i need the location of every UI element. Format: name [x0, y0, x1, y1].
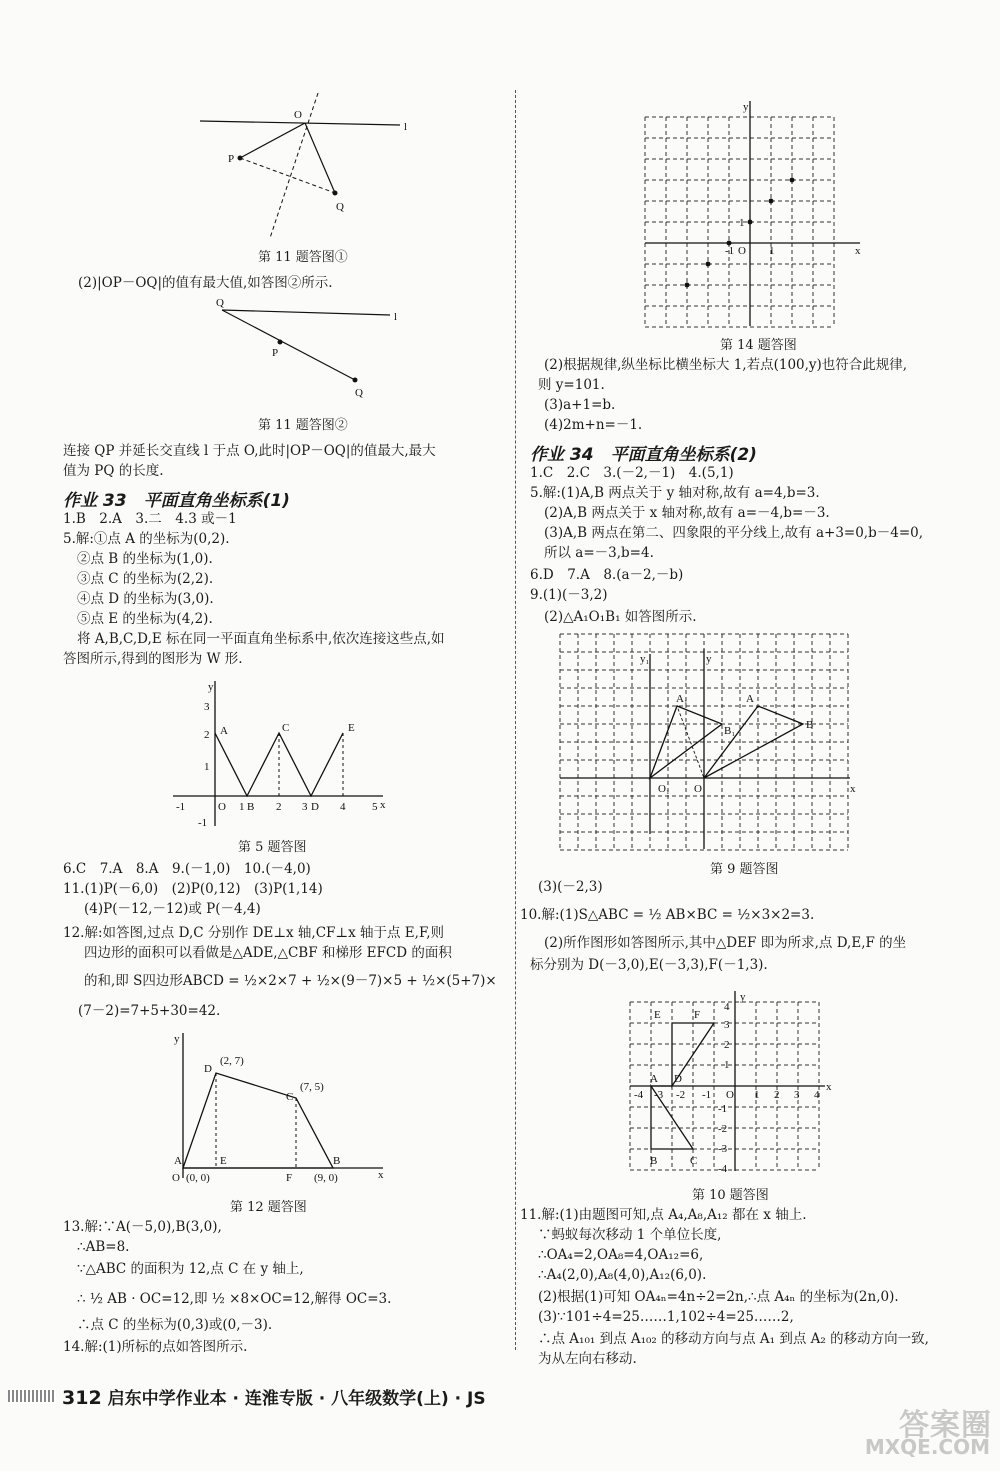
page-number: 312: [62, 1387, 102, 1409]
fig12-coord-B: (9, 0): [314, 1172, 338, 1184]
fig10-tick-y3: 3: [724, 1019, 730, 1031]
fig12-xlabel: x: [378, 1169, 384, 1181]
ans-33-14: 14.解:(1)所标的点如答图所示.: [63, 1339, 248, 1355]
p11-3b: 值为 PQ 的长度.: [63, 463, 164, 479]
column-divider: [515, 90, 516, 1350]
ans-33-11a: 11.(1)P(－6,0) (2)P(0,12) (3)P(1,14): [63, 881, 323, 897]
fig14-graph: [645, 96, 885, 331]
fig5-ylabel: y: [208, 681, 214, 693]
fig14-tick-x1: 1: [769, 245, 775, 257]
fig10-tick-x1: 1: [754, 1089, 760, 1101]
fig10-tick-x4: 4: [814, 1089, 820, 1101]
fig5-graph: [168, 676, 388, 831]
fig5-tick-y2: 2: [204, 729, 210, 741]
ans-34-11-2: ∴OA₄=2,OA₈=4,OA₁₂=6,: [538, 1247, 704, 1263]
fig10-tick-y2: 2: [724, 1039, 730, 1051]
fig10-label-B: B: [650, 1155, 658, 1167]
ans-33-12c: 的和,即 S四边形ABCD = ½×2×7 + ½×(9－7)×5 + ½×(5+7)×: [84, 973, 497, 989]
fig5-label-E: E: [348, 722, 355, 734]
fig5-tick-x4: 4: [340, 801, 346, 813]
p14-2b: 则 y=101.: [538, 377, 605, 393]
ans-33-13-0: 13.解:∵A(－5,0),B(3,0),: [63, 1219, 222, 1235]
fig14-origin: O: [738, 245, 746, 257]
fig12-origin: O: [172, 1172, 180, 1184]
ans-34-11-1: ∵蚂蚁每次移动 1 个单位长度,: [538, 1227, 722, 1243]
fig5-tick-x5: 5: [372, 801, 378, 813]
fig9-label-B1: B₁: [724, 725, 736, 737]
fig12-label-B: B: [333, 1155, 341, 1167]
watermark-logo: 答案圈: [899, 1408, 992, 1443]
page-footer: [62, 1384, 486, 1409]
ans-33-5-6: 答图所示,得到的图形为 W 形.: [63, 651, 243, 667]
fig10-label-D: D: [674, 1073, 682, 1085]
fig9-label-O: O: [694, 783, 702, 795]
ans-33-11b: (4)P(－12,－12)或 P(－4,4): [84, 901, 261, 917]
fig10-tick-y4: 4: [724, 1001, 730, 1013]
ans-34-10-1: 10.解:(1)S△ABC = ½ AB×BC = ½×3×2=3.: [520, 907, 815, 923]
fig5-tick-x3: 3: [302, 801, 308, 813]
fig9-label-x: x: [850, 783, 856, 795]
fig12-caption: 第 12 题答图: [230, 1200, 307, 1215]
ans-33-5-3: ④点 D 的坐标为(3,0).: [77, 591, 214, 607]
ans-33-13-3: ∴ ½ AB · OC=12,即 ½ ×8×OC=12,解得 OC=3.: [77, 1291, 392, 1307]
fig5-caption: 第 5 题答图: [238, 840, 307, 855]
fig12-coord-C: (7, 5): [300, 1081, 324, 1093]
ans-34-9-1: 9.(1)(－3,2): [530, 587, 608, 603]
fig11b-label-P: P: [272, 347, 279, 359]
fig10-graph: [630, 986, 840, 1186]
fig12-label-D: D: [204, 1063, 212, 1075]
fig10-label-E: E: [654, 1009, 661, 1021]
ans-33-5-0: 5.解:①点 A 的坐标为(0,2).: [63, 531, 230, 547]
fig5-tick-y1: 1: [204, 761, 210, 773]
fig11b-label-l: l: [394, 311, 398, 323]
fig12-label-E: E: [220, 1155, 227, 1167]
ans-34-9-2: (2)△A₁O₁B₁ 如答图所示.: [544, 609, 697, 625]
fig14-xlabel: x: [855, 245, 861, 257]
ans-34-9-3: (3)(－2,3): [538, 879, 603, 895]
fig9-caption: 第 9 题答图: [710, 862, 779, 877]
fig5-tick-x2: 2: [276, 801, 282, 813]
fig10-tick-ym4: -4: [718, 1163, 728, 1175]
ans-33-5-4: ⑤点 E 的坐标为(4,2).: [77, 611, 213, 627]
ans-34-5-3: 所以 a=－3,b=4.: [544, 545, 654, 561]
fig9-label-B: B: [806, 719, 814, 731]
fig10-tick-xm2: -2: [676, 1089, 686, 1101]
fig11a-label-O: O: [294, 109, 302, 121]
watermark-url: MXQE.COM: [864, 1435, 990, 1459]
fig5-tick-y3: 3: [204, 701, 210, 713]
ans-33-5-1: ②点 B 的坐标为(1,0).: [77, 551, 213, 567]
book-title: 启东中学作业本 · 连淮专版 · 八年级数学(上) · JS: [107, 1389, 486, 1409]
ans-34-5-2: (3)A,B 两点在第二、四象限的平分线上,故有 a+3=0,b－4=0,: [544, 525, 924, 541]
fig12-label-C: C: [286, 1091, 294, 1103]
footer-barcode: [8, 1390, 56, 1402]
ans-34-6: 6.D 7.A 8.(a－2,－b): [530, 567, 684, 583]
fig5-label-C: C: [282, 722, 290, 734]
ans-33-12b: 四边形的面积可以看做是△ADE,△CBF 和梯形 EFCD 的面积: [84, 945, 452, 961]
ans-33-13-2: ∵△ABC 的面积为 12,点 C 在 y 轴上,: [77, 1261, 304, 1277]
fig5-label-D: D: [311, 801, 319, 813]
fig12-label-A: A: [174, 1155, 182, 1167]
fig12-label-F: F: [286, 1172, 293, 1184]
p11-2: (2)|OP－OQ|的值有最大值,如答图②所示.: [78, 275, 333, 291]
ans-34-11-4: (2)根据(1)可知 OA₄ₙ=4n÷2=2n,∴点 A₄ₙ 的坐标为(2n,0).: [538, 1289, 899, 1305]
fig10-tick-y1: 1: [724, 1059, 730, 1071]
fig10-tick-ym2: -2: [718, 1123, 728, 1135]
fig14-caption: 第 14 题答图: [720, 338, 797, 353]
fig10-tick-xm1: -1: [702, 1089, 712, 1101]
fig14-ylabel: y: [743, 101, 749, 113]
fig11a-diagram: [200, 88, 430, 238]
ans-33-1: 1.B 2.A 3.二 4.3 或－1: [63, 511, 237, 527]
ans-33-5-5: 将 A,B,C,D,E 标在同一平面直角坐标系中,依次连接这些点,如: [77, 631, 445, 647]
fig11a-label-l: l: [404, 121, 408, 133]
section-33-title: 作业 33 平面直角坐标系(1): [63, 491, 290, 511]
fig10-origin: O: [726, 1089, 734, 1101]
fig10-label-C: C: [690, 1155, 698, 1167]
fig11a-label-Q: Q: [336, 201, 344, 213]
fig9-label-A: A: [746, 693, 754, 705]
fig5-xlabel: x: [380, 799, 386, 811]
fig5-tick-x1: 1: [239, 801, 245, 813]
p14-2a: (2)根据规律,纵坐标比横坐标大 1,若点(100,y)也符合此规律,: [544, 357, 908, 373]
fig5-label-A: A: [220, 725, 228, 737]
fig5-tick-xm1: -1: [176, 801, 186, 813]
p14-4: (4)2m+n=－1.: [544, 417, 643, 433]
fig10-label-y: y: [740, 991, 746, 1003]
fig9-label-y: y: [706, 653, 712, 665]
fig9-label-O1: O₁: [658, 783, 670, 795]
fig11b-caption: 第 11 题答图②: [258, 418, 348, 433]
fig9-label-y1: y₁: [640, 653, 650, 665]
fig12-coord-D: (2, 7): [220, 1055, 244, 1067]
fig11b-diagram: [210, 297, 410, 400]
fig5-origin: O: [218, 801, 226, 813]
fig10-tick-x2: 2: [774, 1089, 780, 1101]
fig12-ylabel: y: [174, 1033, 180, 1045]
fig9-graph: [560, 634, 870, 856]
fig10-caption: 第 10 题答图: [692, 1188, 769, 1203]
fig5-label-B: B: [247, 801, 255, 813]
fig10-label-A: A: [650, 1073, 658, 1085]
section-34-title: 作业 34 平面直角坐标系(2): [530, 445, 757, 465]
fig10-tick-xm3: -3: [654, 1089, 664, 1101]
fig14-tick-y1: 1: [739, 217, 745, 229]
fig9-label-A1: A₁: [676, 693, 688, 705]
fig14-tick-xm1: -1: [725, 245, 735, 257]
ans-34-11-5: (3)∵101÷4=25……1,102÷4=25……2,: [538, 1309, 794, 1325]
ans-34-10-2a: (2)所作图形如答图所示,其中△DEF 即为所求,点 D,E,F 的坐: [544, 935, 907, 951]
ans-34-5-0: 5.解:(1)A,B 两点关于 y 轴对称,故有 a=4,b=3.: [530, 485, 820, 501]
ans-33-13-4: ∴点 C 的坐标为(0,3)或(0,－3).: [77, 1317, 273, 1333]
ans-33-13-1: ∴AB=8.: [77, 1239, 130, 1255]
fig10-tick-ym1: -1: [718, 1103, 728, 1115]
fig12-coord-A: (0, 0): [186, 1172, 210, 1184]
fig10-label-x: x: [826, 1081, 832, 1093]
fig10-label-F: F: [694, 1009, 701, 1021]
ans-33-12a: 12.解:如答图,过点 D,C 分别作 DE⊥x 轴,CF⊥x 轴于点 E,F,则: [63, 925, 445, 941]
fig11a-caption: 第 11 题答图①: [258, 250, 348, 265]
ans-34-11-6: ∴点 A₁₀₁ 到点 A₁₀₂ 的移动方向与点 A₁ 到点 A₂ 的移动方向一致,: [538, 1331, 929, 1347]
p11-3a: 连接 QP 并延长交直线 l 于点 O,此时|OP－OQ|的值最大,最大: [63, 443, 436, 459]
fig10-tick-xm4: -4: [634, 1089, 644, 1101]
fig11b-label-Q1: Q: [216, 297, 224, 309]
ans-33-6: 6.C 7.A 8.A 9.(－1,0) 10.(－4,0): [63, 861, 311, 877]
ans-34-5-1: (2)A,B 两点关于 x 轴对称,故有 a=－4,b=－3.: [544, 505, 830, 521]
fig10-tick-ym3: -3: [718, 1143, 728, 1155]
p14-3: (3)a+1=b.: [544, 397, 616, 413]
ans-33-5-2: ③点 C 的坐标为(2,2).: [77, 571, 214, 587]
fig10-tick-x3: 3: [794, 1089, 800, 1101]
ans-34-1: 1.C 2.C 3.(－2,－1) 4.(5,1): [530, 465, 734, 481]
fig11a-label-P: P: [228, 153, 235, 165]
ans-34-10-2b: 标分别为 D(－3,0),E(－3,3),F(－1,3).: [530, 957, 768, 973]
ans-34-11-0: 11.解:(1)由题图可知,点 A₄,A₈,A₁₂ 都在 x 轴上.: [520, 1207, 807, 1223]
fig12-graph: [168, 1028, 403, 1188]
ans-33-12d: (7－2)=7+5+30=42.: [78, 1003, 221, 1019]
ans-34-11-3: ∴A₄(2,0),A₈(4,0),A₁₂(6,0).: [538, 1267, 707, 1283]
ans-34-11-7: 为从左向右移动.: [538, 1351, 637, 1367]
fig11b-label-Q2: Q: [355, 387, 363, 399]
fig5-tick-ym1: -1: [198, 817, 208, 829]
